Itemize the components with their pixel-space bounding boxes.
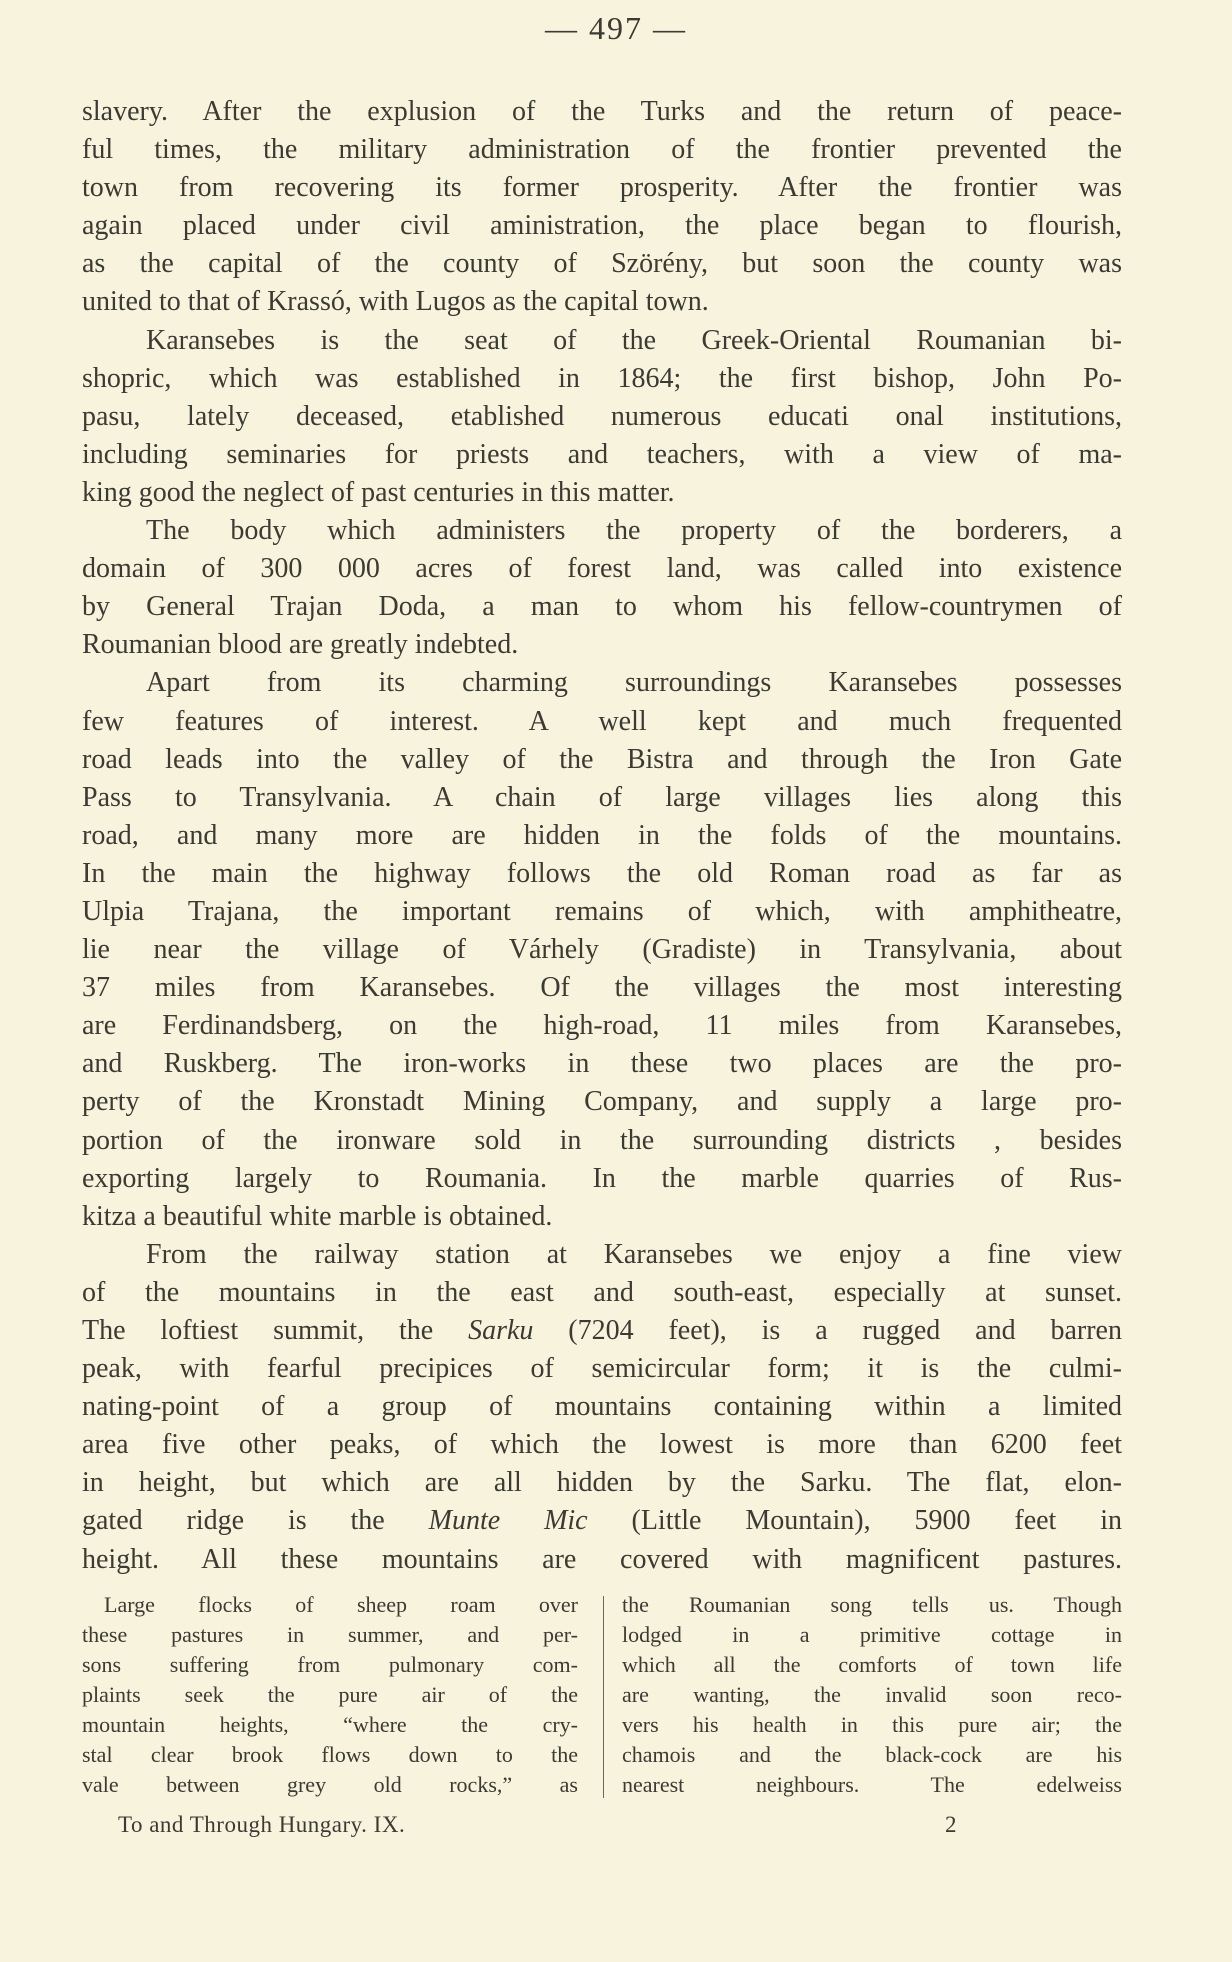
text-line: slavery. After the explusion of the Turks and the return of peace- — [82, 96, 1122, 127]
text-line: perty of the Kronstadt Mining Company, and supply a large pro- — [82, 1086, 1122, 1118]
text-line: road, and many more are hidden in the folds of the mountains. — [82, 819, 1122, 851]
italic-place-name: Sarku — [468, 1315, 534, 1346]
text-line: these pastures in summer, and per- — [82, 1622, 578, 1647]
text-segment: (7204 feet), is a rugged and barren — [533, 1315, 1122, 1346]
text-line — [82, 1312, 1122, 1350]
footnote-column-left — [82, 1590, 578, 1800]
text-line: few features of interest. A well kept and much frequented — [82, 705, 1122, 737]
text-line: as the capital of the county of Szörény, but soon the county was — [82, 248, 1122, 280]
text-line: portion of the ironware sold in the surrounding districts , besides — [82, 1124, 1122, 1156]
text-line: stal clear brook flows down to the — [82, 1742, 578, 1767]
text-line: In the main the highway follows the old Roman road as far as — [82, 857, 1122, 889]
main-text-block — [82, 93, 1122, 1579]
text-line: shopric, which was established in 1864; the first bishop, John Po- — [82, 362, 1122, 394]
text-line: of the mountains in the east and south-east, especially at sunset. — [82, 1276, 1122, 1308]
page-number: — 497 — — [545, 10, 687, 46]
text-line: are Ferdinandsberg, on the high-road, 11 miles from Karansebes, — [82, 1010, 1122, 1042]
text-line — [82, 1502, 1122, 1540]
text-line: 37 miles from Karansebes. Of the villages the most interesting — [82, 972, 1122, 1004]
text-segment: (Little Mountain), 5900 feet in — [587, 1505, 1123, 1537]
signature-mark: 2 — [945, 1812, 957, 1837]
text-line: nearest neighbours. The edelweiss — [622, 1772, 1122, 1797]
text-line: area five other peaks, of which the lowest is more than 6200 feet — [82, 1429, 1122, 1461]
text-line: mountain heights, “where the cry- — [82, 1712, 578, 1737]
italic-place-name: Munte Mic — [428, 1505, 588, 1537]
text-line: Ulpia Trajana, the important remains of which, with amphitheatre, — [82, 895, 1122, 927]
text-line: domain of 300 000 acres of forest land, was called into existence — [82, 553, 1122, 585]
text-line: the Roumanian song tells us. Though — [622, 1592, 1122, 1617]
text-line: pasu, lately deceased, etablished numerous educati onal institutions, — [82, 400, 1122, 432]
text-line: plaints seek the pure air of the — [82, 1682, 578, 1707]
text-line: ful times, the military administration of the frontier prevented the — [82, 134, 1122, 166]
text-line: peak, with fearful precipices of semicircular form; it is the culmi- — [82, 1353, 1122, 1385]
text-line: The body which administers the property of the borderers, a — [146, 515, 1122, 547]
column-divider — [603, 1596, 604, 1798]
text-line: vale between grey old rocks,” as — [82, 1772, 578, 1797]
text-line: Karansebes is the seat of the Greek-Oriental Roumanian bi- — [146, 324, 1122, 356]
text-line: Apart from its charming surroundings Karansebes possesses — [146, 667, 1122, 699]
text-line: king good the neglect of past centuries in this matter. — [82, 476, 675, 508]
footnote-column-right — [622, 1590, 1122, 1800]
text-line: nating-point of a group of mountains containing within a limited — [82, 1391, 1122, 1423]
text-line: town from recovering its former prosperity. After the frontier was — [82, 172, 1122, 204]
text-segment: The loftiest summit, the — [82, 1315, 469, 1346]
text-line: road leads into the valley of the Bistra and through the Iron Gate — [82, 743, 1122, 775]
text-line: Large flocks of sheep roam over — [104, 1592, 578, 1617]
text-line: united to that of Krassó, with Lugos as the capital town. — [82, 286, 709, 318]
text-line: Roumanian blood are greatly indebted. — [82, 629, 519, 661]
text-line: exporting largely to Roumania. In the marble quarries of Rus- — [82, 1162, 1122, 1194]
text-line: From the railway station at Karansebes we enjoy a fine view — [146, 1238, 1122, 1270]
text-line: and Ruskberg. The iron-works in these two places are the pro- — [82, 1048, 1122, 1080]
text-line: sons suffering from pulmonary com- — [82, 1652, 578, 1677]
text-line: which all the comforts of town life — [622, 1652, 1122, 1677]
text-line: vers his health in this pure air; the — [622, 1712, 1122, 1737]
text-line: kitza a beautiful white marble is obtained. — [82, 1200, 553, 1232]
text-line: height. All these mountains are covered with magnificent pastures. — [82, 1543, 1122, 1575]
text-segment: gated ridge is the — [82, 1505, 429, 1537]
text-line: are wanting, the invalid soon reco- — [622, 1682, 1122, 1707]
text-line: chamois and the black-cock are his — [622, 1742, 1122, 1767]
text-line: lie near the village of Várhely (Gradiste) in Transylvania, about — [82, 934, 1122, 966]
text-line: in height, but which are all hidden by the Sarku. The flat, elon- — [82, 1467, 1122, 1499]
text-line: Pass to Transylvania. A chain of large villages lies along this — [82, 781, 1122, 813]
text-line: again placed under civil aministration, the place began to flourish, — [82, 210, 1122, 242]
text-line: including seminaries for priests and teachers, with a view of ma- — [82, 438, 1122, 470]
book-title-footer: To and Through Hungary. IX. — [118, 1812, 406, 1837]
text-line: lodged in a primitive cottage in — [622, 1622, 1122, 1647]
text-line: by General Trajan Doda, a man to whom his fellow-countrymen of — [82, 591, 1122, 623]
